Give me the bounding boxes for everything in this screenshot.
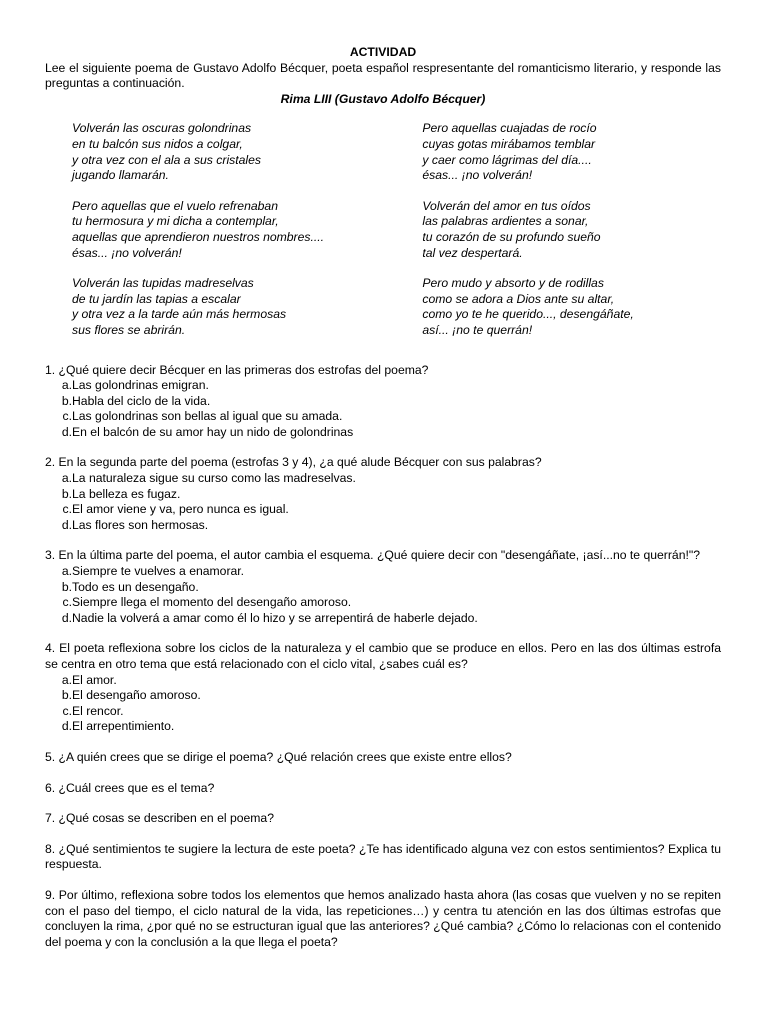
answer-options: [45, 378, 721, 440]
option-text: En el balcón de su amor hay un nido de golondrinas: [72, 424, 354, 439]
question-text: 9. Por último, reflexiona sobre todos los elementos que hemos analizado hasta ahora (las cosas que vuelven y no se repiten con el paso del tiempo, el ciclo natural de la vida, las repeticiones…) y centra tu atención en las dos últimas estrofas que concluyen la rima, ¿por qué no se estructuran igual que las anteriores? ¿Qué cambia? ¿Cómo lo relacionas con el contenido del poema y con la conclusión a la que llega el poeta?: [45, 887, 721, 949]
option-text: La belleza es fugaz.: [72, 486, 181, 501]
poem-line: y otra vez con el ala a sus cristales: [72, 152, 261, 167]
option-letter: c.: [62, 703, 72, 718]
question-text: 7. ¿Qué cosas se describen en el poema?: [45, 811, 274, 826]
answer-options: [45, 564, 721, 626]
question-item: [45, 363, 721, 441]
poem-line: tu corazón de su profundo sueño: [422, 229, 601, 244]
answer-option: [45, 580, 721, 596]
option-letter: b.: [61, 579, 72, 594]
poem-stanza: [72, 121, 422, 183]
poem-stanza: [72, 199, 422, 261]
question-item: [45, 811, 721, 827]
answer-option: [45, 688, 721, 704]
poem-line: Pero aquellas que el vuelo refrenaban: [72, 198, 278, 213]
option-letter: d.: [61, 424, 72, 439]
answer-options: [45, 471, 721, 533]
poem-line: de tu jardín las tapias a escalar: [72, 291, 241, 306]
poem-stanza: [422, 199, 721, 261]
answer-option: [45, 719, 721, 735]
option-text: El desengaño amoroso.: [72, 688, 201, 703]
option-text: Las golondrinas emigran.: [72, 378, 209, 393]
answer-option: [45, 425, 721, 441]
poem-line: como se adora a Dios ante su altar,: [422, 291, 615, 306]
option-letter: a.: [61, 378, 72, 393]
page-title: ACTIVIDAD: [349, 45, 417, 59]
option-letter: c.: [62, 595, 72, 610]
answer-option: [45, 673, 721, 689]
option-text: Las golondrinas son bellas al igual que su amada.: [72, 409, 343, 424]
option-text: El amor.: [72, 672, 117, 687]
answer-option: [45, 378, 721, 394]
question-item: [45, 641, 721, 735]
question-list: [45, 363, 721, 951]
question-text: 2. En la segunda parte del poema (estrofas 3 y 4), ¿a qué alude Bécquer con sus palabras?: [45, 455, 542, 470]
poem-line: como yo te he querido..., desengáñate,: [422, 307, 634, 322]
poem-stanza: [422, 276, 721, 338]
poem-line: las palabras ardientes a sonar,: [422, 214, 589, 229]
poem-stanza: [72, 276, 422, 338]
option-letter: a.: [61, 672, 72, 687]
poem-line: tal vez despertará.: [422, 245, 523, 260]
option-text: Habla del ciclo de la vida.: [72, 393, 211, 408]
option-letter: b.: [61, 486, 72, 501]
option-text: El rencor.: [72, 703, 124, 718]
answer-option: [45, 595, 721, 611]
answer-option: [45, 471, 721, 487]
poem-stanza: [422, 121, 721, 183]
question-text: 4. El poeta reflexiona sobre los ciclos de la naturaleza y el cambio que se produce en ellos. Pero en las dos últimas estrofa se centra en otro tema que está relacionado con el ciclo vital, ¿sabes cuál es?: [45, 641, 721, 671]
answer-option: [45, 409, 721, 425]
option-text: Las flores son hermosas.: [72, 517, 209, 532]
question-item: [45, 548, 721, 626]
question-text: 5. ¿A quién crees que se dirige el poema? ¿Qué relación crees que existe entre ellos?: [45, 749, 512, 764]
poem-column-left: [72, 121, 422, 353]
question-item: [45, 750, 721, 766]
option-text: Nadie la volverá a amar como él lo hizo y se arrepentirá de haberle dejado.: [72, 610, 478, 625]
question-item: [45, 888, 721, 950]
answer-options: [45, 673, 721, 735]
question-item: [45, 781, 721, 797]
question-text: 8. ¿Qué sentimientos te sugiere la lectura de este poeta? ¿Te has identificado alguna vez con estos sentimientos? Explica tu respuesta.: [45, 841, 721, 872]
question-text: 1. ¿Qué quiere decir Bécquer en las primeras dos estrofas del poema?: [45, 362, 429, 377]
poem-line: en tu balcón sus nidos a colgar,: [72, 136, 243, 151]
answer-option: [45, 611, 721, 627]
poem-line: sus flores se abrirán.: [72, 322, 186, 337]
poem-line: así... ¡no te querrán!: [422, 322, 533, 337]
option-letter: c.: [62, 409, 72, 424]
poem-line: jugando llamarán.: [72, 168, 169, 183]
question-item: [45, 455, 721, 533]
poem-column-right: [422, 121, 721, 353]
poem-line: Volverán del amor en tus oídos: [422, 198, 591, 213]
option-letter: d.: [61, 610, 72, 625]
intro-text: Lee el siguiente poema de Gustavo Adolfo Bécquer, poeta español respresentante del romanticismo literario, y responde las preguntas a continuación.: [45, 60, 721, 91]
poem-line: Volverán las oscuras golondrinas: [72, 121, 252, 136]
option-text: La naturaleza sigue su curso como las madreselvas.: [72, 471, 356, 486]
poem-line: Pero mudo y absorto y de rodillas: [422, 276, 604, 291]
option-letter: a.: [61, 564, 72, 579]
option-text: Siempre llega el momento del desengaño amoroso.: [72, 595, 352, 610]
poem-line: Pero aquellas cuajadas de rocío: [422, 121, 597, 136]
answer-option: [45, 394, 721, 410]
question-text: 6. ¿Cuál crees que es el tema?: [45, 780, 215, 795]
option-text: El arrepentimiento.: [72, 719, 175, 734]
answer-option: [45, 518, 721, 534]
option-letter: a.: [61, 471, 72, 486]
poem-line: ésas... ¡no volverán!: [72, 245, 182, 260]
poem-line: cuyas gotas mirábamos temblar: [422, 136, 596, 151]
poem-line: tu hermosura y mi dicha a contemplar,: [72, 214, 279, 229]
option-text: El amor viene y va, pero nunca es igual.: [72, 502, 289, 517]
poem-line: Volverán las tupidas madreselvas: [72, 276, 254, 291]
poem-line: y caer como lágrimas del día....: [422, 152, 592, 167]
option-letter: d.: [61, 517, 72, 532]
poem: [45, 121, 721, 353]
poem-line: aquellas que aprendieron nuestros nombres....: [72, 229, 325, 244]
poem-line: y otra vez a la tarde aún más hermosas: [72, 307, 287, 322]
option-letter: c.: [62, 502, 72, 517]
option-text: Siempre te vuelves a enamorar.: [72, 564, 245, 579]
option-letter: b.: [61, 393, 72, 408]
answer-option: [45, 502, 721, 518]
answer-option: [45, 564, 721, 580]
poem-title: Rima LIII (Gustavo Adolfo Bécquer): [280, 91, 486, 106]
question-text: 3. En la última parte del poema, el autor cambia el esquema. ¿Qué quiere decir con "desengáñate, ¡así...no te querrán!"?: [45, 548, 700, 563]
option-letter: d.: [61, 719, 72, 734]
option-text: Todo es un desengaño.: [72, 579, 199, 594]
answer-option: [45, 704, 721, 720]
poem-line: ésas... ¡no volverán!: [422, 168, 533, 183]
question-item: [45, 842, 721, 873]
option-letter: b.: [61, 688, 72, 703]
answer-option: [45, 487, 721, 503]
